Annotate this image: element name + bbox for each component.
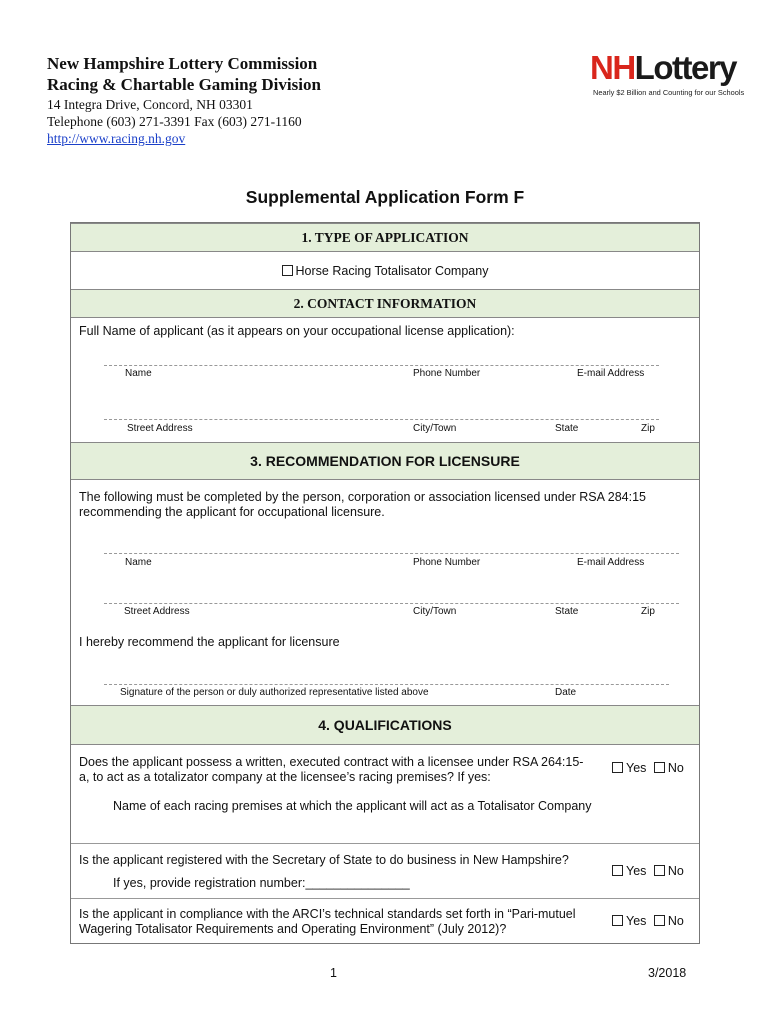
q-divider-2 xyxy=(71,898,699,899)
q1-yes-label: Yes xyxy=(626,761,647,775)
website-link[interactable]: http://www.racing.nh.gov xyxy=(47,131,186,146)
q3-text-1: Is the applicant in compliance with the ARCI’s technical standards set forth in “Pari-mutuel xyxy=(79,907,576,921)
recommendation-intro-1: The following must be completed by the person, corporation or association licensed under RSA 284:15 xyxy=(79,490,646,504)
date-label: Date xyxy=(555,687,577,698)
recommender-line-1[interactable] xyxy=(104,553,679,554)
q2-yes-checkbox[interactable] xyxy=(612,865,623,876)
q1-text-2: a, to act as a totalizator company at the licensee’s racing premises? If yes: xyxy=(79,770,491,784)
q3-no-label: No xyxy=(667,914,684,928)
signature-label: Signature of the person or duly authorized representative listed above xyxy=(120,687,429,698)
q1-no-label: No xyxy=(667,761,684,775)
label-city: City/Town xyxy=(413,606,457,617)
section-4-heading: 4. QUALIFICATIONS xyxy=(71,705,699,745)
label-street: Street Address xyxy=(127,423,193,434)
q-divider-1 xyxy=(71,843,699,844)
applicant-name-prompt: Full Name of applicant (as it appears on your occupational license application): xyxy=(79,324,515,338)
horse-racing-label: Horse Racing Totalisator Company xyxy=(295,264,489,278)
horse-racing-checkbox[interactable] xyxy=(282,265,293,276)
recommend-statement: I hereby recommend the applicant for licensure xyxy=(79,635,340,649)
q3-yes-checkbox[interactable] xyxy=(612,915,623,926)
address: 14 Integra Drive, Concord, NH 03301 xyxy=(47,97,253,112)
section-1-heading: 1. TYPE OF APPLICATION xyxy=(71,223,699,252)
label-email: E-mail Address xyxy=(577,368,645,379)
recommender-line-2[interactable] xyxy=(104,603,679,604)
label-name: Name xyxy=(125,557,152,568)
label-name: Name xyxy=(125,368,152,379)
q3-yes-label: Yes xyxy=(626,914,647,928)
label-zip: Zip xyxy=(641,423,655,434)
telephone-fax: Telephone (603) 271-3391 Fax (603) 271-1160 xyxy=(47,114,302,129)
org-name: New Hampshire Lottery Commission xyxy=(47,54,318,73)
q2-text-1: Is the applicant registered with the Secretary of State to do business in New Hampshire? xyxy=(79,853,569,867)
label-phone: Phone Number xyxy=(413,368,481,379)
logo-nh-text: NH xyxy=(590,49,635,86)
signature-line[interactable] xyxy=(104,684,669,685)
label-state: State xyxy=(555,423,579,434)
form-title: Supplemental Application Form F xyxy=(245,187,525,207)
q3-text-2: Wagering Totalisator Requirements and Operating Environment” (July 2012)? xyxy=(79,922,507,936)
nh-lottery-logo xyxy=(588,49,745,102)
q3-answer xyxy=(612,914,684,928)
q1-no-checkbox[interactable] xyxy=(654,762,665,773)
section-2-heading: 2. CONTACT INFORMATION xyxy=(71,289,699,318)
q1-followup: Name of each racing premises at which the applicant will act as a Totalisator Company xyxy=(113,799,592,813)
q1-answer xyxy=(612,761,684,775)
q2-followup[interactable]: If yes, provide registration number:_______________ xyxy=(113,876,410,890)
q2-no-checkbox[interactable] xyxy=(654,865,665,876)
q1-text-1: Does the applicant possess a written, executed contract with a licensee under RSA 264:15- xyxy=(79,755,584,769)
label-zip: Zip xyxy=(641,606,655,617)
q2-no-label: No xyxy=(667,864,684,878)
q1-yes-checkbox[interactable] xyxy=(612,762,623,773)
contact-line-1[interactable] xyxy=(104,365,659,366)
logo-tagline: Nearly $2 Billion and Counting for our Schools xyxy=(593,88,745,97)
recommendation-intro-2: recommending the applicant for occupational licensure. xyxy=(79,505,385,519)
label-street: Street Address xyxy=(124,606,190,617)
label-phone: Phone Number xyxy=(413,557,481,568)
revision-date: 3/2018 xyxy=(648,966,687,980)
section-3-heading: 3. RECOMMENDATION FOR LICENSURE xyxy=(71,442,699,480)
q2-yes-label: Yes xyxy=(626,864,647,878)
logo-lottery-text: Lottery xyxy=(634,49,737,86)
q3-no-checkbox[interactable] xyxy=(654,915,665,926)
contact-line-2[interactable] xyxy=(104,419,659,420)
type-option-row xyxy=(0,264,770,278)
page-number: 1 xyxy=(330,966,337,980)
q2-answer xyxy=(612,864,684,878)
label-email: E-mail Address xyxy=(577,557,645,568)
label-state: State xyxy=(555,606,579,617)
division-name: Racing & Chartable Gaming Division xyxy=(47,75,321,94)
label-city: City/Town xyxy=(413,423,457,434)
